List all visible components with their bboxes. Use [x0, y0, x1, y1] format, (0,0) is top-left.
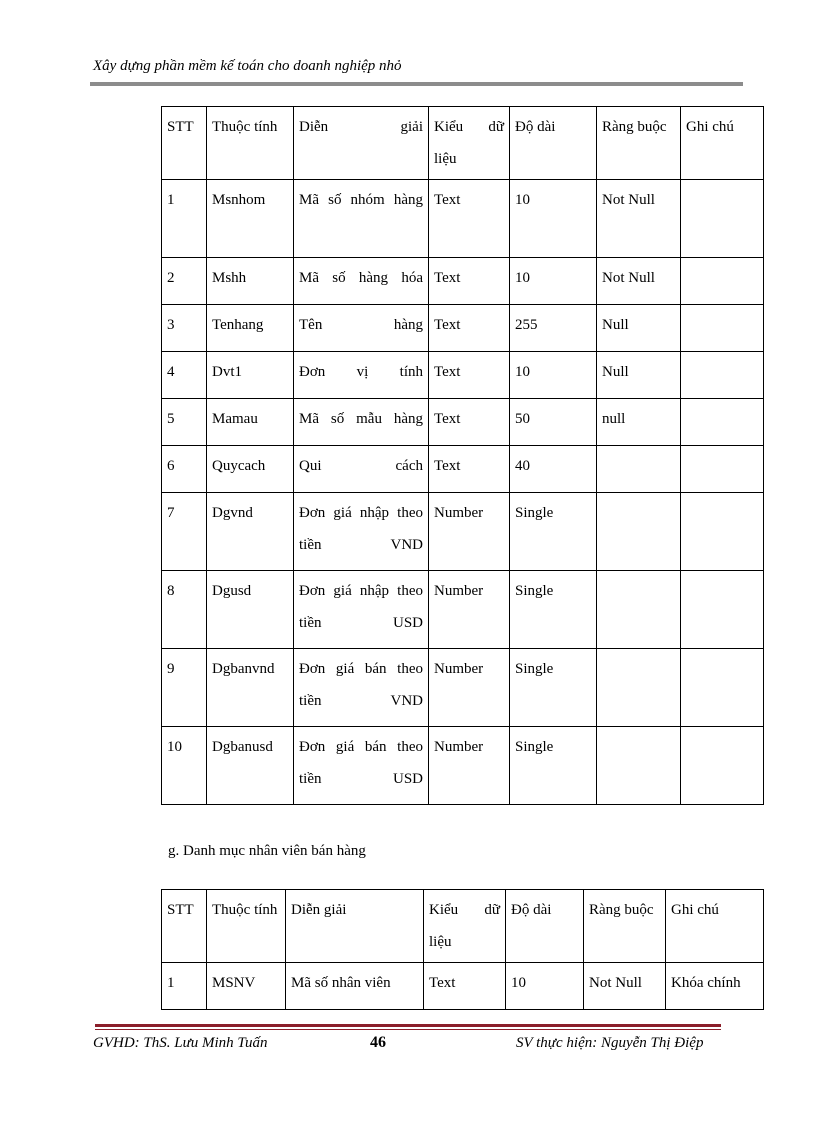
table-cell: Đơn giá bán theo tiền USD	[294, 727, 429, 805]
table-cell	[681, 352, 764, 399]
column-header: Diễn giải	[286, 890, 424, 963]
table-cell: Tên hàng	[294, 305, 429, 352]
table-row	[162, 305, 764, 352]
document-header-title: Xây dựng phần mềm kế toán cho doanh nghiệp nhỏ	[93, 58, 402, 74]
column-header: Kiểu dữ liệu	[424, 890, 506, 963]
footer-advisor: GVHD: ThS. Lưu Minh Tuấn	[93, 1035, 268, 1051]
table-cell	[597, 649, 681, 727]
table-cell: Text	[424, 963, 506, 1010]
table-cell: Null	[597, 352, 681, 399]
table-cell: Đơn giá bán theo tiền VND	[294, 649, 429, 727]
table-cell	[597, 571, 681, 649]
table-cell: Text	[429, 180, 510, 258]
attribute-table-staff	[161, 889, 764, 1010]
table-cell: Dgbanvnd	[207, 649, 294, 727]
table-cell: Khóa chính	[666, 963, 764, 1010]
header-rule	[90, 82, 743, 86]
column-header: Diễn giải	[294, 107, 429, 180]
section-heading: g. Danh mục nhân viên bán hàng	[168, 843, 366, 859]
table-cell: Not Null	[597, 180, 681, 258]
table-cell	[681, 446, 764, 493]
column-header: Độ dài	[510, 107, 597, 180]
table-header-row	[162, 890, 764, 963]
table-cell: Single	[510, 493, 597, 571]
table-cell	[597, 493, 681, 571]
table-cell	[681, 305, 764, 352]
table-cell: Text	[429, 352, 510, 399]
table-row	[162, 727, 764, 805]
table-cell	[681, 493, 764, 571]
table-cell: 255	[510, 305, 597, 352]
column-header: Thuộc tính	[207, 107, 294, 180]
column-header: Độ dài	[506, 890, 584, 963]
table-cell: Dgbanusd	[207, 727, 294, 805]
table-cell: Number	[429, 727, 510, 805]
column-header: Kiểu dữ liệu	[429, 107, 510, 180]
table-cell: Not Null	[597, 258, 681, 305]
table-cell: Text	[429, 446, 510, 493]
table-cell: Number	[429, 649, 510, 727]
table-cell: Single	[510, 727, 597, 805]
table-cell: Mã số nhân viên	[286, 963, 424, 1010]
table-cell: Tenhang	[207, 305, 294, 352]
table-cell: Number	[429, 493, 510, 571]
table-cell: Mã số mẫu hàng	[294, 399, 429, 446]
table-row	[162, 446, 764, 493]
table-row	[162, 571, 764, 649]
table-cell: Not Null	[584, 963, 666, 1010]
table-row	[162, 180, 764, 258]
table-cell: Mamau	[207, 399, 294, 446]
table-cell: 8	[162, 571, 207, 649]
table-row	[162, 963, 764, 1010]
table-row	[162, 399, 764, 446]
table-cell: 7	[162, 493, 207, 571]
table-cell: Dgvnd	[207, 493, 294, 571]
table-cell	[681, 571, 764, 649]
table-cell	[681, 649, 764, 727]
table-cell: MSNV	[207, 963, 286, 1010]
table-cell	[597, 727, 681, 805]
column-header: STT	[162, 890, 207, 963]
table-cell: Text	[429, 258, 510, 305]
table-row	[162, 258, 764, 305]
table-cell: Dvt1	[207, 352, 294, 399]
table-cell: Null	[597, 305, 681, 352]
table-cell: Single	[510, 571, 597, 649]
table-cell: 4	[162, 352, 207, 399]
column-header: Ghi chú	[666, 890, 764, 963]
column-header: Ràng buộc	[584, 890, 666, 963]
page-number: 46	[370, 1034, 386, 1051]
table-cell: Đơn giá nhập theo tiền VND	[294, 493, 429, 571]
table-row	[162, 352, 764, 399]
table-row	[162, 493, 764, 571]
table-cell	[681, 399, 764, 446]
table-cell	[681, 727, 764, 805]
table-cell: 10	[510, 352, 597, 399]
table-cell: null	[597, 399, 681, 446]
table-cell: 40	[510, 446, 597, 493]
table-cell: Number	[429, 571, 510, 649]
table-cell: 5	[162, 399, 207, 446]
column-header: STT	[162, 107, 207, 180]
table-cell: Quycach	[207, 446, 294, 493]
column-header: Ghi chú	[681, 107, 764, 180]
table-cell: Mshh	[207, 258, 294, 305]
footer-rule-thin	[95, 1029, 721, 1030]
table-cell: Single	[510, 649, 597, 727]
table-cell: Msnhom	[207, 180, 294, 258]
table-cell: 10	[510, 180, 597, 258]
table-cell	[681, 180, 764, 258]
table-cell: 10	[510, 258, 597, 305]
table-cell: Mã số nhóm hàng	[294, 180, 429, 258]
table-cell: 1	[162, 963, 207, 1010]
table-row	[162, 649, 764, 727]
table-cell: 1	[162, 180, 207, 258]
table-header-row	[162, 107, 764, 180]
table-cell: 2	[162, 258, 207, 305]
table-cell: 10	[162, 727, 207, 805]
table-cell: Text	[429, 305, 510, 352]
column-header: Ràng buộc	[597, 107, 681, 180]
footer-rule	[95, 1024, 721, 1027]
table-cell: 9	[162, 649, 207, 727]
table-cell: 6	[162, 446, 207, 493]
table-cell: Dgusd	[207, 571, 294, 649]
table-cell: Qui cách	[294, 446, 429, 493]
attribute-table-products	[161, 106, 764, 805]
table-cell: 10	[506, 963, 584, 1010]
table-cell: Mã số hàng hóa	[294, 258, 429, 305]
footer-student: SV thực hiện: Nguyễn Thị Điệp	[516, 1035, 704, 1051]
table-cell: Text	[429, 399, 510, 446]
table-cell: Đơn vị tính	[294, 352, 429, 399]
table-cell	[681, 258, 764, 305]
table-cell: 3	[162, 305, 207, 352]
table-cell	[597, 446, 681, 493]
table-cell: 50	[510, 399, 597, 446]
column-header: Thuộc tính	[207, 890, 286, 963]
table-cell: Đơn giá nhập theo tiền USD	[294, 571, 429, 649]
